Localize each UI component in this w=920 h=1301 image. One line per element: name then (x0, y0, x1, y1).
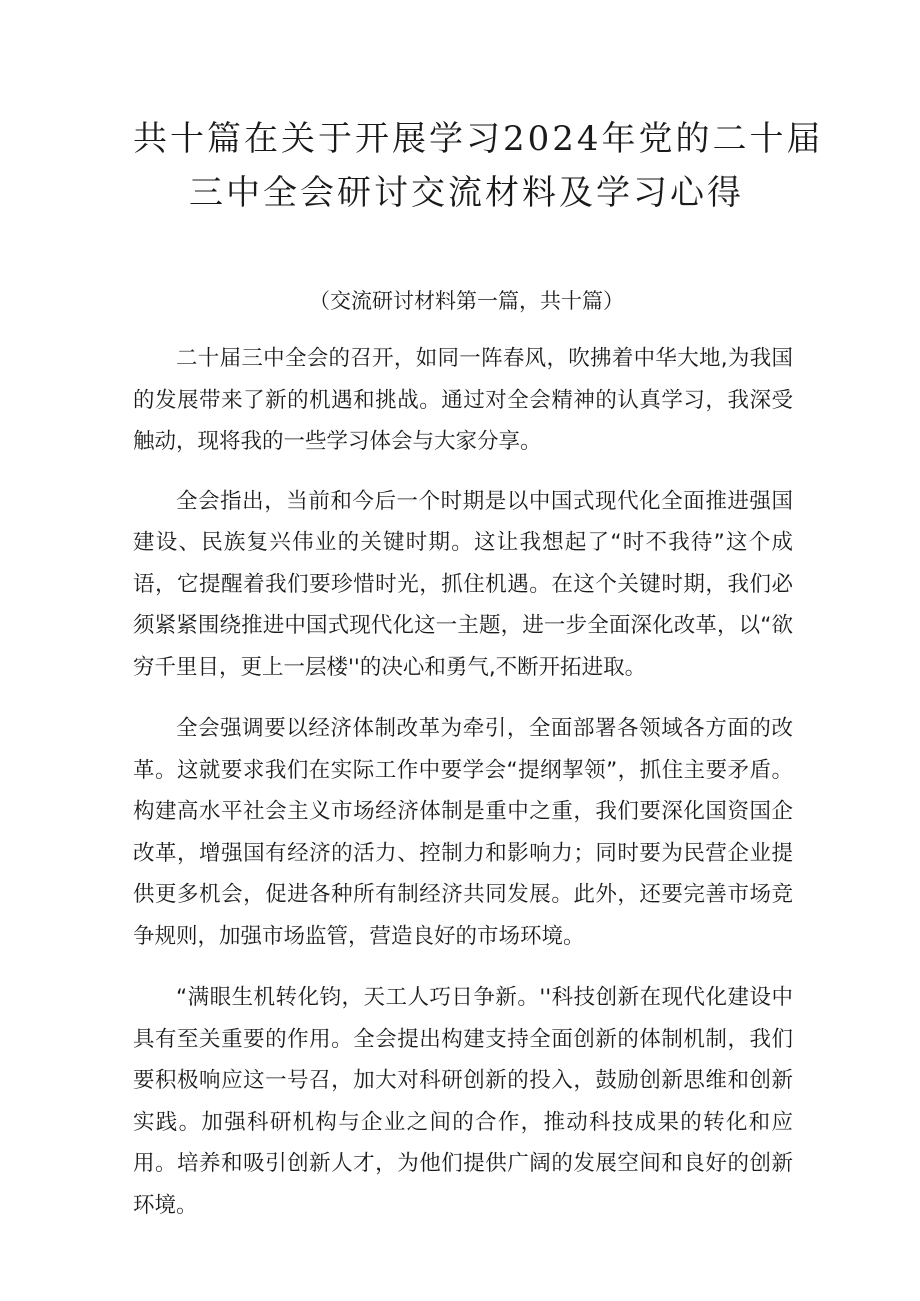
document-title (133, 112, 824, 220)
title-line-1: 共十篇在关于开展学习2024年党的二十届 (133, 119, 824, 159)
paragraph-4: “满眼生机转化钧，天工人巧日争新。''科技创新在现代化建设中具有至关重要的作用。全会提出构建支持全面创新的体制机制，我们要积极响应这一号召，加大对科研创新的投入，鼓励创新思维和创新实践。加强科研机构与企业之间的合作，推动科技成果的转化和应用。培养和吸引创新人才，为他们提供广阔的发展空间和良好的创新环境。 (133, 985, 793, 1218)
paragraph-2: 全会指出，当前和今后一个时期是以中国式现代化全面推进强国建设、民族复兴伟业的关键时期。这让我想起了“时不我待”这个成语，它提醒着我们要珍惜时光，抓住机遇。在这个关键时期，我们必须紧紧围绕推进中国式现代化这一主题，进一步全面深化改革，以“欲穷千里目，更上一层楼''的决心和勇气,不断开拓进取。 (133, 488, 793, 680)
title-line-2: 三中全会研讨交流材料及学习心得 (189, 173, 744, 213)
paragraph-3: 全会强调要以经济体制改革为牵引，全面部署各领域各方面的改革。这就要求我们在实际工作中要学会“提纲挈领”，抓住主要矛盾。构建高水平社会主义市场经济体制是重中之重，我们要深化国资国企改革，增强国有经济的活力、控制力和影响力；同时要为民营企业提供更多机会，促进各种所有制经济共同发展。此外，还要完善市场竞争规则，加强市场监管，营造良好的市场环境。 (133, 716, 793, 949)
document-subtitle: （交流研讨材料第一篇，共十篇） (309, 289, 624, 313)
paragraph-1: 二十届三中全会的召开，如同一阵春风，吹拂着中华大地,为我国的发展带来了新的机遇和挑战。通过对全会精神的认真学习，我深受触动，现将我的一些学习体会与大家分享。 (133, 346, 793, 454)
